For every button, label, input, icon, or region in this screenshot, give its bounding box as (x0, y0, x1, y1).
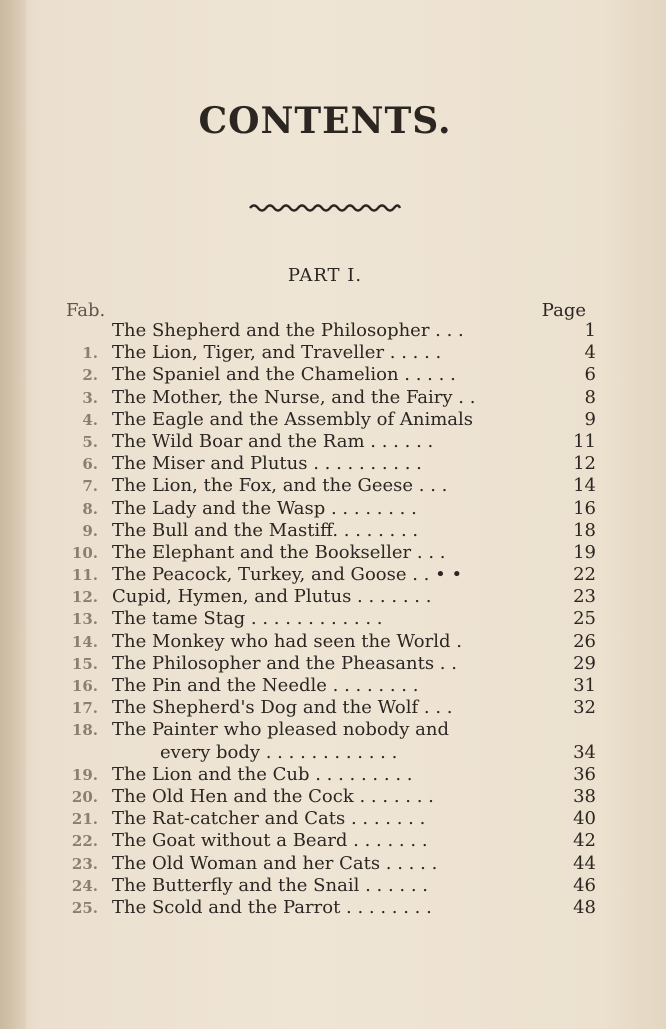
contents-row (70, 808, 596, 830)
fable-title: The Rat-catcher and Cats . . . . . . . (112, 808, 426, 830)
contents-row (70, 830, 596, 852)
contents-row (70, 853, 596, 875)
fable-title: The Philosopher and the Pheasants . . (112, 652, 457, 674)
page-number: 9 (584, 408, 596, 430)
page-gutter (0, 0, 26, 1029)
page-number: 23 (573, 586, 596, 608)
page-number: 46 (573, 874, 596, 896)
fable-number: 25. (71, 898, 98, 917)
contents-row (70, 875, 596, 897)
fable-number: 22. (71, 832, 98, 851)
fable-title: The Shepherd's Dog and the Wolf . . . (112, 697, 453, 719)
page-number: 48 (573, 896, 596, 918)
fable-column-label: Fab. (66, 300, 106, 321)
contents-row (70, 498, 596, 520)
page-number: 38 (573, 785, 596, 807)
fable-title: The Lion, the Fox, and the Geese . . . (112, 475, 448, 497)
fable-title: every body . . . . . . . . . . . . (160, 741, 398, 763)
page-number: 19 (573, 541, 596, 563)
fable-title: The Lion and the Cub . . . . . . . . . (112, 763, 413, 785)
fable-number: 4. (82, 410, 98, 429)
contents-row (70, 364, 596, 386)
contents-row (70, 786, 596, 808)
fable-number: 10. (71, 543, 98, 562)
page-number: 31 (573, 675, 596, 696)
fable-number: 6. (82, 455, 98, 474)
fable-number: 12. (71, 588, 98, 607)
fable-number: 15. (71, 654, 98, 673)
fable-number: 18. (71, 721, 98, 740)
contents-row (70, 764, 596, 786)
fable-number: 3. (82, 388, 98, 407)
contents-row (70, 742, 596, 764)
part-heading: PART I. (287, 265, 363, 286)
column-header (66, 300, 586, 322)
fable-title: The Elephant and the Bookseller . . . (112, 541, 446, 563)
fable-number: 9. (82, 521, 98, 540)
contents-row (70, 719, 596, 741)
ornamental-rule (248, 200, 402, 214)
fable-number: 5. (82, 432, 98, 451)
fable-title: The Wild Boar and the Ram . . . . . . (112, 430, 434, 452)
fable-number: 11. (71, 566, 98, 585)
contents-row (70, 342, 596, 364)
contents-row (70, 453, 596, 475)
page-number: 12 (573, 453, 596, 475)
contents-row (70, 475, 596, 497)
fable-title: The Eagle and the Assembly of Animals (112, 408, 473, 430)
fable-number: 20. (71, 787, 98, 806)
page-number: 34 (573, 741, 596, 763)
fable-title: The Monkey who had seen the World . (112, 630, 462, 652)
page-number: 44 (573, 852, 596, 874)
fable-title: The Old Hen and the Cock . . . . . . . (112, 785, 434, 807)
contents-row (70, 631, 596, 653)
fable-title: The Spaniel and the Chamelion . . . . . (112, 364, 456, 386)
fable-number: 16. (71, 677, 98, 695)
fable-number: 23. (71, 854, 98, 873)
fable-title: The Pin and the Needle . . . . . . . . (112, 675, 419, 696)
page-number: 36 (573, 763, 596, 785)
fable-number: 7. (82, 477, 98, 496)
page-number: 4 (584, 342, 596, 364)
fable-title: The Peacock, Turkey, and Goose . . • • (112, 564, 463, 586)
fable-title: The Goat without a Beard . . . . . . . (112, 830, 428, 852)
page-number: 11 (573, 430, 596, 452)
fable-number: 17. (71, 699, 98, 718)
page-number: 40 (573, 808, 596, 830)
contents-row (70, 897, 596, 919)
fable-number: 14. (71, 632, 98, 651)
page-column-label: Page (541, 300, 586, 321)
page-number: 1 (584, 320, 596, 341)
contents-list (70, 320, 596, 919)
fable-title: The Shepherd and the Philosopher . . . (112, 320, 464, 341)
contents-row (70, 320, 596, 342)
page-number: 6 (584, 364, 596, 386)
page-number: 42 (573, 830, 596, 852)
fable-title: The Mother, the Nurse, and the Fairy . . (112, 386, 476, 408)
contents-row (70, 608, 596, 630)
page-number: 25 (573, 608, 596, 630)
fable-number: 19. (71, 765, 98, 784)
contents-row (70, 409, 596, 431)
page-number: 32 (573, 697, 596, 719)
page-number: 16 (573, 497, 596, 519)
fable-title: The Old Woman and her Cats . . . . . (112, 852, 438, 874)
page-number: 22 (573, 564, 596, 586)
page-number: 14 (573, 475, 596, 497)
fable-title: The Bull and the Mastiff. . . . . . . . (112, 519, 419, 541)
contents-row (70, 586, 596, 608)
fable-title: The tame Stag . . . . . . . . . . . . (112, 608, 383, 630)
fable-title: The Painter who pleased nobody and (112, 719, 449, 741)
contents-row (70, 675, 596, 697)
fable-number: 21. (71, 810, 98, 829)
fable-number: 8. (82, 499, 98, 518)
fable-number: 1. (82, 344, 98, 363)
contents-row (70, 697, 596, 719)
page-number: 29 (573, 652, 596, 674)
contents-row (70, 564, 596, 586)
contents-row (70, 653, 596, 675)
fable-title: The Lion, Tiger, and Traveller . . . . . (112, 342, 442, 364)
contents-row (70, 542, 596, 564)
page-number: 18 (573, 519, 596, 541)
fable-number: 24. (71, 876, 98, 895)
contents-row (70, 387, 596, 409)
fable-number: 13. (71, 610, 98, 629)
page-title: CONTENTS. (198, 100, 452, 142)
fable-title: The Lady and the Wasp . . . . . . . . (112, 497, 417, 519)
page-number: 26 (573, 630, 596, 652)
fable-title: The Miser and Plutus . . . . . . . . . . (112, 453, 422, 475)
fable-title: Cupid, Hymen, and Plutus . . . . . . . (112, 586, 432, 608)
contents-row (70, 520, 596, 542)
fable-number: 2. (82, 366, 98, 385)
contents-row (70, 431, 596, 453)
fable-title: The Scold and the Parrot . . . . . . . . (112, 896, 432, 918)
fable-title: The Butterfly and the Snail . . . . . . (112, 874, 429, 896)
page-number: 8 (584, 386, 596, 408)
